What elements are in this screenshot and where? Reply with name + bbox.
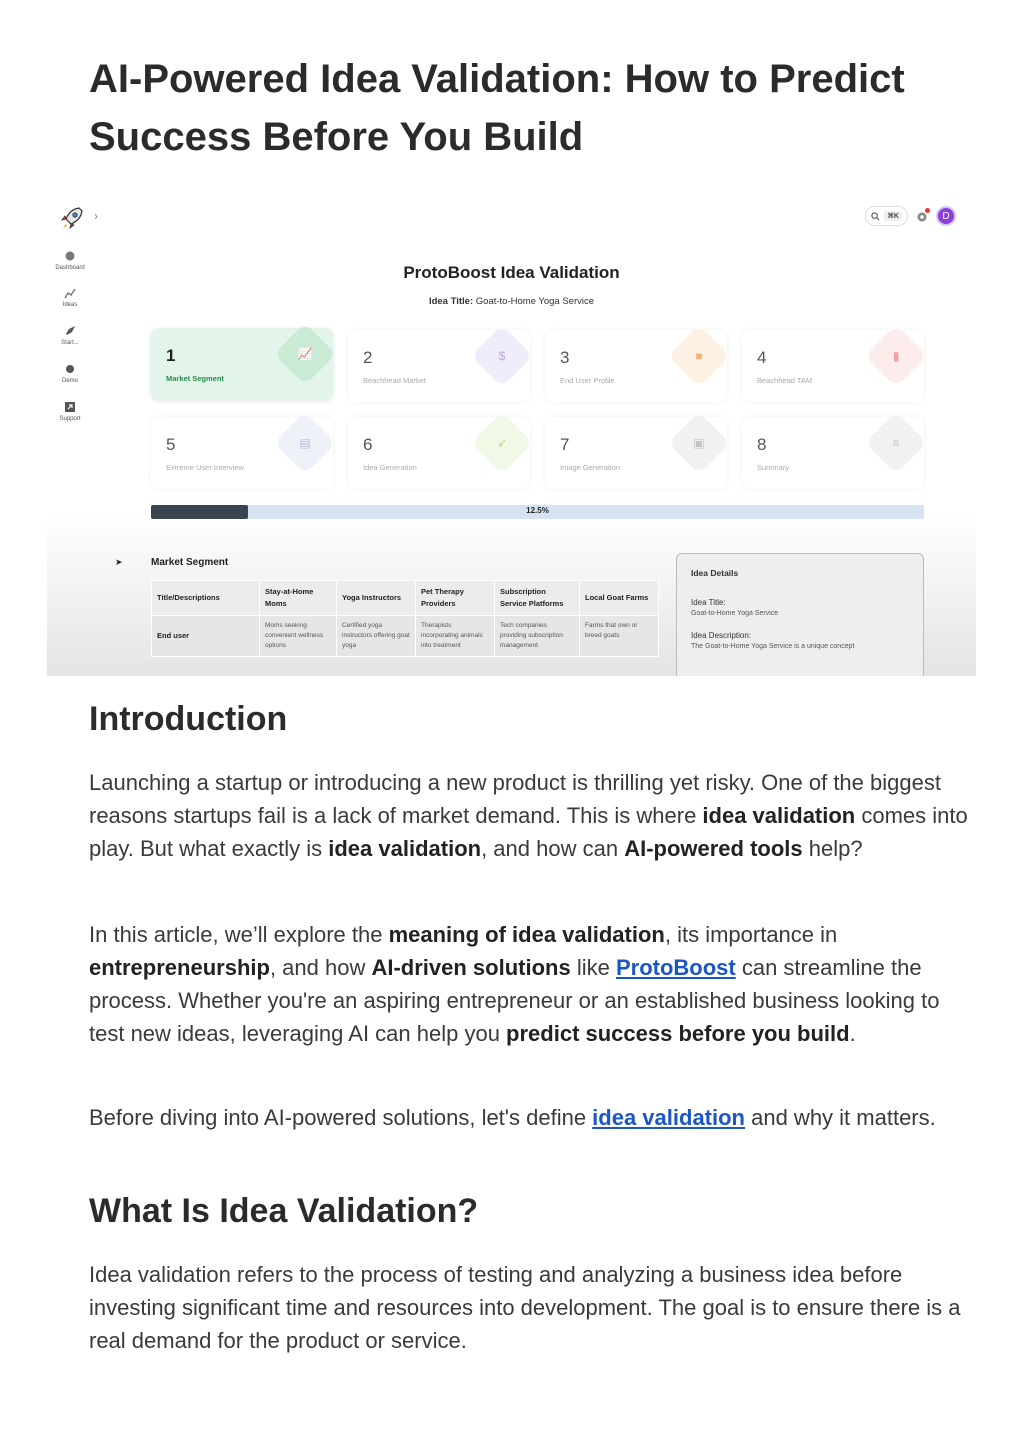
text-run: like <box>570 955 616 980</box>
icon-badge <box>471 325 533 387</box>
details-title-label: Idea Title: <box>691 598 726 607</box>
star-icon <box>64 363 76 375</box>
bold-text: idea validation <box>702 803 856 828</box>
icon-badge <box>668 412 730 474</box>
introduction-heading: Introduction <box>89 700 288 738</box>
step-card-end-user-profile[interactable] <box>545 330 727 402</box>
bold-text: meaning of idea validation <box>388 922 665 947</box>
app-screenshot <box>47 195 976 676</box>
icon-badge <box>274 323 336 385</box>
step-label: Beachhead Market <box>363 376 426 385</box>
step-number: 6 <box>363 435 373 454</box>
rocket-icon <box>64 325 76 337</box>
icon-badge <box>274 412 336 474</box>
step-card-extreme-user-interview[interactable] <box>151 417 333 489</box>
table-cell: End user <box>152 616 260 657</box>
table-cell: Certified yoga instructors offering goat yoga <box>337 616 416 657</box>
bold-text: predict success before you build <box>506 1021 850 1046</box>
nav-label: Demo <box>61 378 78 384</box>
nav-label: Dashboard <box>55 265 85 271</box>
step-card-beachhead-market[interactable] <box>348 330 530 402</box>
idea-title-label: Idea Title: <box>428 296 474 307</box>
what-is-idea-validation-heading: What Is Idea Validation? <box>89 1192 479 1230</box>
step-label: End User Profile <box>560 376 615 385</box>
protoboost-link[interactable]: ProtoBoost <box>615 955 736 980</box>
step-number: 1 <box>166 346 176 365</box>
step-label: Extreme User Interview <box>166 463 244 472</box>
nav-label: Support <box>59 416 81 422</box>
growth-chart-icon: 📈 <box>297 347 313 361</box>
text-run: , its importance in <box>664 922 838 947</box>
search-button[interactable] <box>865 206 908 226</box>
icon-badge <box>865 412 927 474</box>
image-icon: ▣ <box>693 436 705 450</box>
intro-paragraph-2 <box>89 918 979 1050</box>
step-label: Image Generation <box>560 463 621 472</box>
section2-paragraph-1: Idea validation refers to the process of testing and analyzing a business idea before investing significant time and resources into development. The goal is to ensure there is a real demand for the product or service. <box>89 1262 961 1353</box>
step-label: Summary <box>757 463 790 472</box>
step-number: 3 <box>560 348 570 367</box>
idea-title-line <box>47 296 976 307</box>
step-card-market-segment[interactable] <box>151 328 333 400</box>
intro-paragraph-1 <box>89 766 979 865</box>
page-title: AI-Powered Idea Validation: How to Predict Success Before You Build <box>89 57 905 159</box>
intro-paragraph-3 <box>89 1101 979 1134</box>
bold-text: entrepreneurship <box>89 955 270 980</box>
mouse-cursor-icon: ➤ <box>115 557 123 567</box>
step-label: Market Segment <box>166 374 224 383</box>
settings-button[interactable] <box>916 210 928 222</box>
text-run: Launching a startup or introducing a new product is thrilling yet risky. One of the biggest reasons startups fail is a lack of market demand. This is where <box>89 770 941 828</box>
idea-details-heading: Idea Details <box>691 568 739 578</box>
list-icon: ≡ <box>892 436 900 450</box>
rocket-icon: ➶ <box>496 436 508 450</box>
step-card-summary[interactable] <box>742 417 924 489</box>
table-cell: Therapists incorporating animals into treatment <box>416 616 495 657</box>
table-cell: Farms that own or breed goats <box>580 616 659 657</box>
step-label: Beachhead TAM <box>757 376 813 385</box>
text-run: . <box>849 1021 856 1046</box>
bold-text: AI-driven solutions <box>371 955 571 980</box>
idea-details-panel <box>676 553 924 676</box>
market-segment-heading: Market Segment <box>151 557 229 568</box>
chevron-right-icon[interactable]: › <box>94 209 98 223</box>
table-header: Subscription Service Platforms <box>495 581 580 616</box>
details-title-value: Goat-to-Home Yoga Service <box>691 610 779 617</box>
bar-chart-icon: ▮ <box>892 349 900 363</box>
text-run: and why it matters. <box>745 1105 936 1130</box>
text-run: can streamline the process. Whether you're an aspiring entrepreneur or an established business looking to test new ideas, leveraging AI can help you <box>89 955 940 1046</box>
nav-label: Start... <box>61 340 79 346</box>
external-link-icon <box>64 401 76 413</box>
table-row <box>152 616 659 657</box>
step-label: Idea Generation <box>363 463 417 472</box>
nav-label: Ideas <box>62 302 78 308</box>
step-card-idea-generation[interactable] <box>348 417 530 489</box>
notification-dot <box>925 208 930 213</box>
search-icon <box>871 212 880 221</box>
icon-badge <box>668 325 730 387</box>
chat-icon: ▤ <box>299 436 311 450</box>
idea-title-value: Goat-to-Home Yoga Service <box>475 296 595 307</box>
bold-text: idea validation <box>328 836 482 861</box>
nav-start[interactable] <box>47 325 93 346</box>
table-header-row <box>152 581 659 616</box>
shortcut-badge: ⌘K <box>884 211 902 221</box>
text-run: , and how can <box>481 836 625 861</box>
rocket-logo-icon <box>59 205 85 231</box>
details-desc-value: The Goat-to-Home Yoga Service is a unique concept <box>691 643 855 650</box>
user-profile-icon: ■ <box>695 349 703 363</box>
top-bar <box>865 205 956 227</box>
step-number: 5 <box>166 435 176 454</box>
table-header: Stay-at-Home Moms <box>260 581 337 616</box>
text-run: In this article, we’ll explore the <box>89 922 389 947</box>
table-header: Local Goat Farms <box>580 581 659 616</box>
text-run: Before diving into AI-powered solutions, let's define <box>89 1105 593 1130</box>
nav-demo[interactable] <box>47 363 93 384</box>
step-number: 4 <box>757 348 767 367</box>
details-desc-label: Idea Description: <box>691 631 752 640</box>
step-number: 2 <box>363 348 373 367</box>
table-header: Title/Descriptions <box>152 581 260 616</box>
app-title: ProtoBoost Idea Validation <box>403 263 620 282</box>
step-card-image-generation[interactable] <box>545 417 727 489</box>
step-number: 7 <box>560 435 570 454</box>
table-header: Pet Therapy Providers <box>416 581 495 616</box>
text-run: , and how <box>269 955 372 980</box>
dashboard-icon <box>64 250 76 262</box>
idea-validation-link[interactable]: idea validation <box>592 1105 745 1130</box>
progress-bar <box>151 505 924 519</box>
nav-support[interactable] <box>47 401 93 422</box>
bold-text: AI-powered tools <box>624 836 803 861</box>
table-cell: Tech companies providing subscription management <box>495 616 580 657</box>
progress-label: 12.5% <box>526 506 549 515</box>
dollar-doc-icon: $ <box>498 349 506 363</box>
avatar[interactable]: D <box>936 206 956 226</box>
table-cell: Moms seeking convenient wellness options <box>260 616 337 657</box>
text-run: comes into play. But what exactly is <box>89 803 968 861</box>
text-run: help? <box>802 836 863 861</box>
icon-badge <box>471 412 533 474</box>
icon-badge <box>865 325 927 387</box>
market-segment-table <box>151 580 659 657</box>
table-header: Yoga Instructors <box>337 581 416 616</box>
step-number: 8 <box>757 435 767 454</box>
step-card-beachhead-tam[interactable] <box>742 330 924 402</box>
